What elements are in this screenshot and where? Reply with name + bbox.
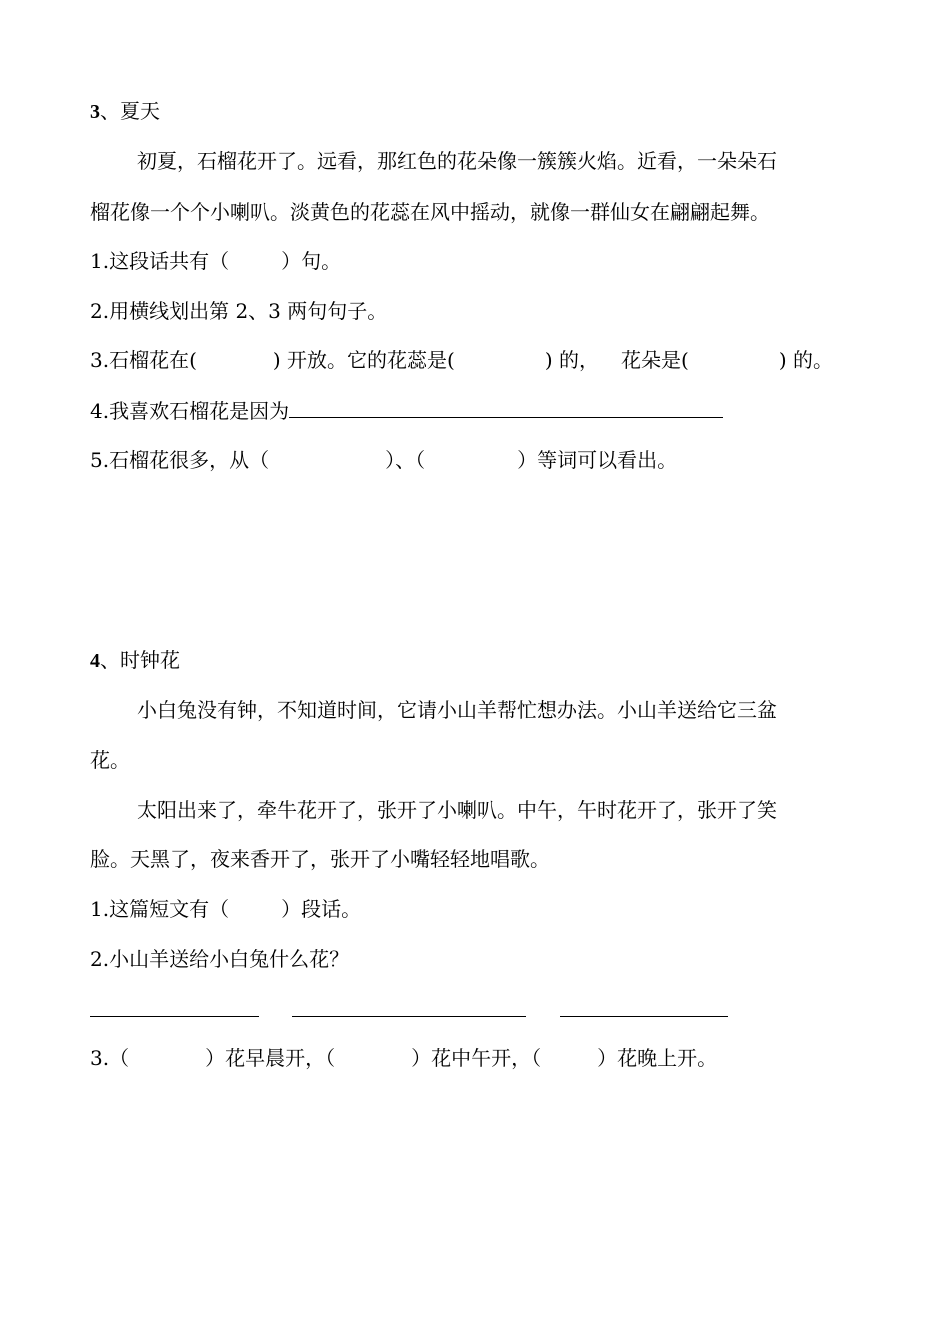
section3-heading	[90, 98, 870, 125]
section3-question1: 1.这段话共有（ ）句。	[90, 249, 342, 273]
answer-underline-2[interactable]	[292, 1016, 526, 1017]
section4-paragraph2-line2: 脸。天黑了，夜来香开了，张开了小嘴轻轻地唱歌。	[90, 847, 550, 871]
section4-title: 、时钟花	[100, 648, 180, 672]
section3-question5: 5.石榴花很多，从（ ）、（ ）等词可以看出。	[90, 448, 678, 472]
section3-question3: 3.石榴花在( ) 开放。它的花蕊是( ) 的， 花朵是( ) 的。	[90, 348, 834, 372]
section4-paragraph1-line2: 花。	[90, 748, 130, 772]
section3-question4: 4.我喜欢石榴花是因为	[90, 397, 870, 424]
answer-underline[interactable]	[289, 397, 723, 418]
section4-question2: 2.小山羊送给小白兔什么花？	[90, 947, 350, 971]
answer-underline-3[interactable]	[560, 1016, 728, 1017]
section3-title: 、夏天	[100, 99, 160, 123]
answer-underline-1[interactable]	[90, 1016, 259, 1017]
section3-number: 3	[90, 101, 100, 123]
section3-question2: 2.用横线划出第 2、3 两句句子。	[90, 299, 388, 323]
section4-question3: 3.（ ）花早晨开，（ ）花中午开，（ ）花晚上开。	[90, 1046, 718, 1070]
section3-paragraph-line1: 初夏，石榴花开了。远看，那红色的花朵像一簇簇火焰。近看，一朵朵石	[137, 149, 777, 173]
section3-paragraph-line2: 榴花像一个个小喇叭。淡黄色的花蕊在风中摇动，就像一群仙女在翩翩起舞。	[90, 200, 770, 224]
section4-paragraph1-line1: 小白兔没有钟，不知道时间，它请小山羊帮忙想办法。小山羊送给它三盆	[137, 698, 777, 722]
section4-paragraph2-line1: 太阳出来了，牵牛花开了，张开了小喇叭。中午，午时花开了，张开了笑	[137, 798, 777, 822]
section4-number: 4	[90, 650, 100, 672]
section4-question1: 1.这篇短文有（ ）段话。	[90, 897, 362, 921]
section4-heading	[90, 647, 870, 674]
